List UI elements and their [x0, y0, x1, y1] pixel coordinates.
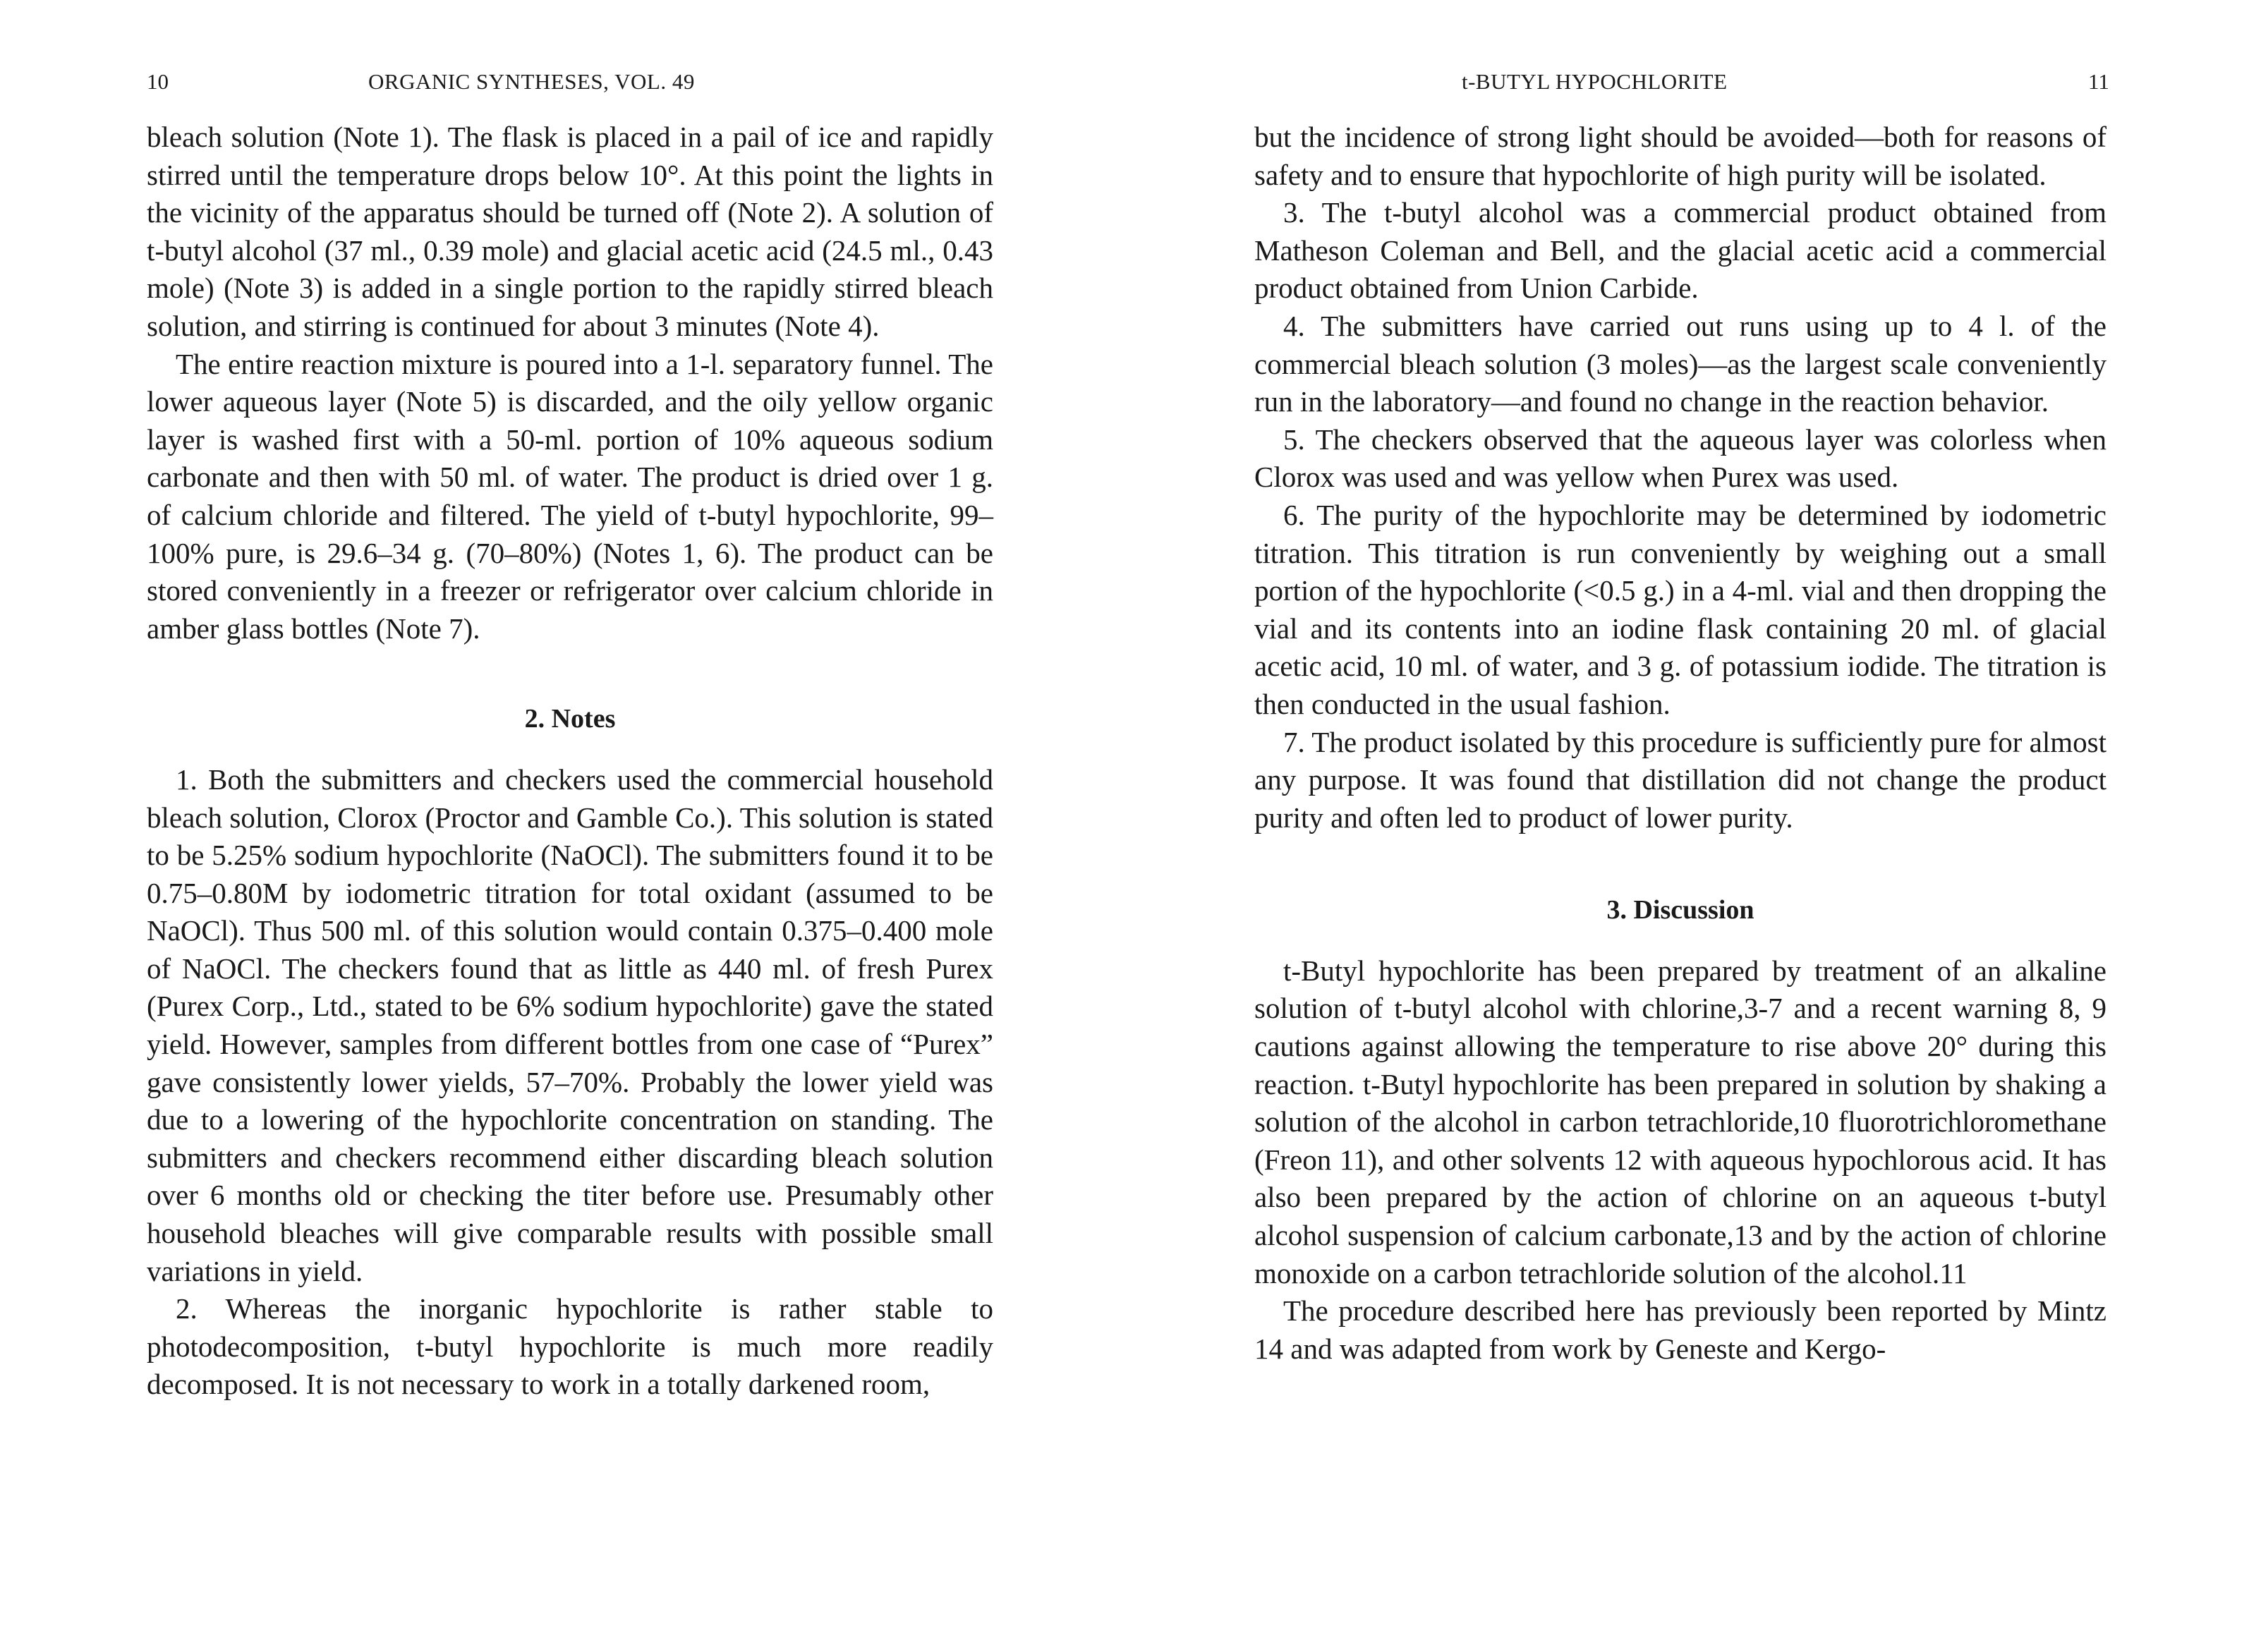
- running-head: t-BUTYL HYPOCHLORITE: [1462, 69, 1728, 94]
- note-paragraph: 6. The purity of the hypochlorite may be determined by iodometric titration. This titration is run conveniently by weighing out a small portion of the hypochlorite (<0.5 g.) in a 4-ml. vial and then dropping the vial and its contents into an iodine flask containing 20 ml. of glacial acetic acid, 10 ml. of water, and 3 g. of potassium iodide. The titration is then conducted in the usual fashion.: [1254, 498, 2106, 720]
- right-page: [1124, 0, 2249, 1652]
- note-paragraph: 1. Both the submitters and checkers used the commercial household bleach solution, Clorox (Proctor and Gamble Co.). This solution is stated to be 5.25% sodium hypochlorite (NaOCl). The submitters found it to be 0.75–0.80M by iodometric titration for total oxidant (assumed to be NaOCl). Thus 500 ml. of this solution would contain 0.375–0.400 mole of NaOCl. The checkers found that as little as 440 ml. of fresh Purex (Purex Corp., Ltd., stated to be 6% sodium hypochlorite) gave the stated yield. However, samples from different bottles from one case of “Purex” gave consistently lower yields, 57–70%. Probably the lower yield was due to a lowering of the hypochlorite concentration on standing. The submitters and checkers recommend either discarding bleach solution over 6 months old or checking the titer before use. Presumably other household bleaches will give comparable results with possible small variations in yield.: [147, 763, 993, 1287]
- discussion-paragraph: The procedure described here has previously been reported by Mintz 14 and was adapted from work by Geneste and Kergo-: [1254, 1294, 2106, 1365]
- page-number: 10: [147, 69, 169, 94]
- note-paragraph: 5. The checkers observed that the aqueous layer was colorless when Clorox was used and was yellow when Purex was used.: [1254, 423, 2106, 494]
- section-heading: 3. Discussion: [1606, 895, 1754, 925]
- page-number: 11: [2088, 69, 2109, 94]
- paragraph: The entire reaction mixture is poured into a 1-l. separatory funnel. The lower aqueous layer (Note 5) is discarded, and the oily yellow organic layer is washed first with a 50-ml. portion of 10% aqueous sodium carbonate and then with 50 ml. of water. The product is dried over 1 g. of calcium chloride and filtered. The yield of t-butyl hypochlorite, 99–100% pure, is 29.6–34 g. (70–80%) (Notes 1, 6). The product can be stored conveniently in a freezer or refrigerator over calcium chloride in amber glass bottles (Note 7).: [147, 347, 993, 645]
- note-paragraph: 7. The product isolated by this procedure is sufficiently pure for almost any purpose. It was found that distillation did not change the product purity and often led to product of lower purity.: [1254, 725, 2106, 834]
- text-column: [147, 119, 993, 1404]
- paragraph: bleach solution (Note 1). The flask is placed in a pail of ice and rapidly stirred until the temperature drops below 10°. At this point the lights in the vicinity of the apparatus should be turned off (Note 2). A solution of t-butyl alcohol (37 ml., 0.39 mole) and glacial acetic acid (24.5 ml., 0.43 mole) (Note 3) is added in a single portion to the rapidly stirred bleach solution, and stirring is continued for about 3 minutes (Note 4).: [147, 121, 993, 342]
- discussion-paragraph: t-Butyl hypochlorite has been prepared by treatment of an alkaline solution of t-butyl alcohol with chlorine,3-7 and a recent warning 8, 9 cautions against allowing the temperature to rise above 20° during this reaction. t-Butyl hypochlorite has been prepared in solution by shaking a solution of the alcohol in carbon tetrachloride,10 fluorotrichloromethane (Freon 11), and other solvents 12 with aqueous hypochlorous acid. It has also been prepared by the action of chlorine on an aqueous t-butyl alcohol suspension of calcium carbonate,13 and by the action of chlorine monoxide on a carbon tetrachloride solution of the alcohol.11: [1254, 954, 2106, 1289]
- note-paragraph: 4. The submitters have carried out runs using up to 4 l. of the commercial bleach solution (3 moles)—as the largest scale conveniently run in the laboratory—and found no change in the reaction behavior.: [1254, 309, 2106, 418]
- note-paragraph: 2. Whereas the inorganic hypochlorite is rather stable to photodecomposition, t-butyl hypochlorite is much more readily decomposed. It is not necessary to work in a totally darkened room,: [147, 1292, 993, 1401]
- left-page: [0, 0, 1124, 1652]
- section-heading: 2. Notes: [524, 704, 616, 734]
- note-paragraph: but the incidence of strong light should be avoided—both for reasons of safety and to ensure that hypochlorite of high purity will be isolated.: [1254, 121, 2106, 191]
- running-head: ORGANIC SYNTHESES, VOL. 49: [368, 69, 695, 94]
- text-column: [1254, 119, 2106, 1368]
- note-paragraph: 3. The t-butyl alcohol was a commercial product obtained from Matheson Coleman and Bell, and the glacial acetic acid a commercial product obtained from Union Carbide.: [1254, 196, 2106, 305]
